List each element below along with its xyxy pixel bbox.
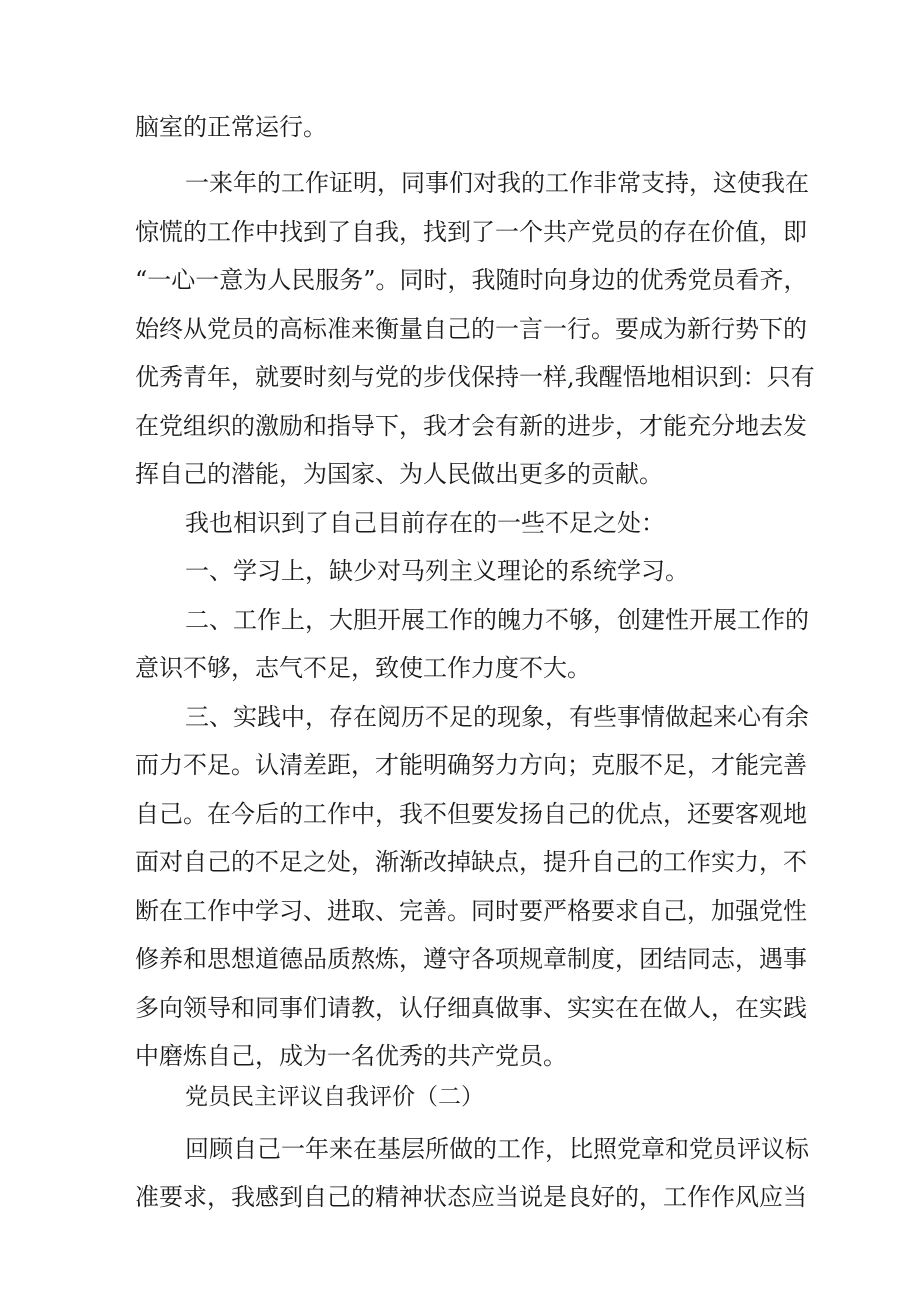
text-line — [0, 501, 920, 545]
line-text: 自己。在今后的工作中，我不但要发扬自己的优点，还要客观地 — [135, 800, 807, 828]
text-line — [0, 743, 920, 787]
text-line — [0, 355, 920, 399]
line-text: 二、工作上，大胆开展工作的魄力不够，创建性开展工作的 — [185, 606, 809, 634]
line-text: 挥自己的潜能，为国家、为人民做出更多的贡献。 — [135, 460, 663, 488]
text-line — [0, 1034, 920, 1078]
section-heading-text: 党员民主评议自我评价（二） — [185, 1084, 484, 1110]
text-line — [0, 1127, 920, 1171]
line-text: 意识不够，志气不足，致使工作力度不大。 — [135, 654, 591, 682]
line-text: 多向领导和同事们请教，认仔细真做事、实实在在做人，在实践 — [135, 994, 807, 1022]
line-text: 在党组织的激励和指导下，我才会有新的进步，才能充分地去发 — [135, 412, 807, 440]
text-line — [0, 452, 920, 496]
text-line — [0, 695, 920, 739]
text-line — [0, 105, 920, 149]
line-text: “一心一意为人民服务”。同时，我随时向身边的优秀党员看齐， — [135, 266, 808, 294]
line-text: 修养和思想道德品质熬炼，遵守各项规章制度，团结同志，遇事 — [135, 945, 807, 973]
text-line — [0, 792, 920, 836]
text-line — [0, 646, 920, 690]
line-text: 一来年的工作证明，同事们对我的工作非常支持，这使我在 — [185, 169, 809, 197]
line-text: 断在工作中学习、进取、完善。同时要严格要求自己，加强党性 — [135, 897, 807, 925]
line-text: 一、学习上，缺少对马列主义理论的系统学习。 — [185, 557, 689, 585]
text-line — [0, 161, 920, 205]
text-line — [0, 549, 920, 593]
line-text: 惊慌的工作中找到了自我，找到了一个共产党员的存在价值，即 — [135, 218, 807, 246]
line-text: 回顾自己一年来在基层所做的工作，比照党章和党员评议标 — [185, 1135, 809, 1163]
text-line — [0, 307, 920, 351]
text-line — [0, 986, 920, 1030]
text-line — [0, 840, 920, 884]
line-text: 准要求，我感到自己的精神状态应当说是良好的，工作作风应当 — [135, 1183, 807, 1211]
line-text: 优秀青年，就要时刻与党的步伐保持一样,我醒悟地相识到：只有 — [135, 363, 815, 391]
line-text: 三、实践中，存在阅历不足的现象，有些事情做起来心有余 — [185, 703, 809, 731]
line-text: 面对自己的不足之处，渐渐改掉缺点，提升自己的工作实力，不 — [135, 848, 807, 876]
section-heading — [0, 1075, 920, 1119]
line-text: 始终从党员的高标准来衡量自己的一言一行。要成为新行势下的 — [135, 315, 807, 343]
text-line — [0, 598, 920, 642]
line-text: 而力不足。认清差距，才能明确努力方向；克服不足，才能完善 — [135, 751, 807, 779]
text-line — [0, 210, 920, 254]
text-line — [0, 937, 920, 981]
text-line — [0, 258, 920, 302]
text-line — [0, 1175, 920, 1219]
line-text: 脑室的正常运行。 — [135, 113, 327, 141]
line-text: 中磨炼自己，成为一名优秀的共产党员。 — [135, 1042, 567, 1070]
line-text: 我也相识到了自己目前存在的一些不足之处： — [185, 509, 665, 537]
text-line — [0, 404, 920, 448]
text-line — [0, 889, 920, 933]
